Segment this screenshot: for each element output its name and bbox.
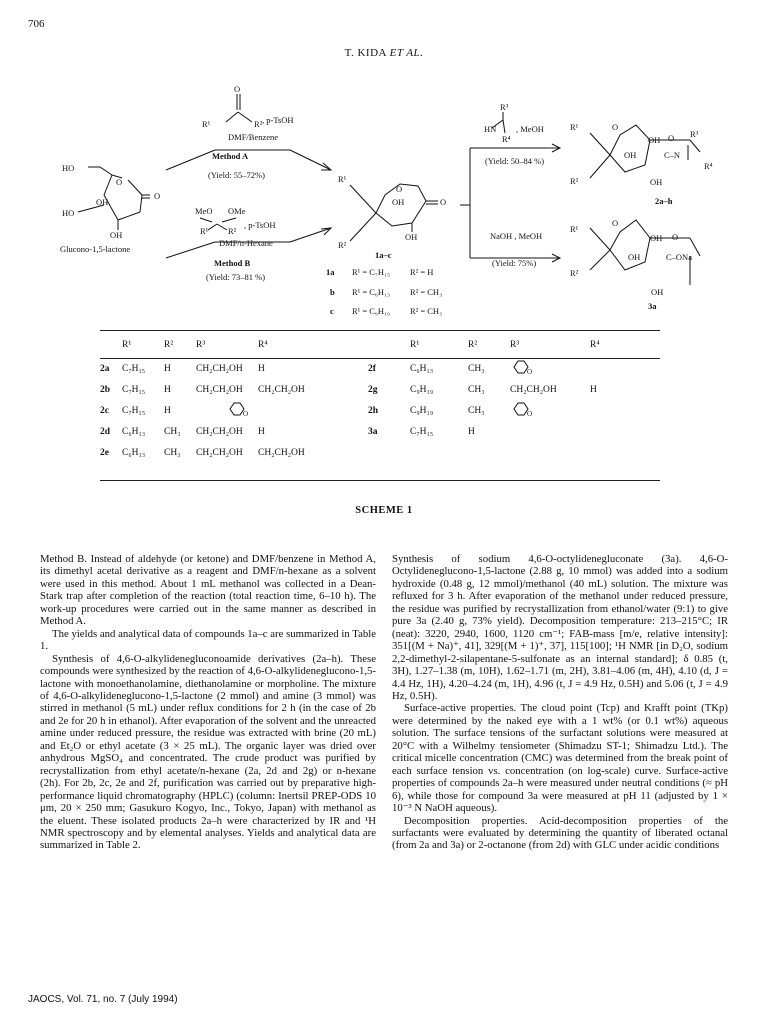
scheme-yield-a: (Yield: 55–72%) <box>208 170 265 180</box>
paragraph: Method B. Instead of aldehyde (or ketone) and DMF/benzene in Method A, its dimethyl acetal derivative as a reagent and DMF/n-hexane as a solvent were used in this method. About 1 mL methanol was collected in a Dean-Stark trap after completion of the reaction (total reaction time, 6–10 h). The work-up procedures were carried out in the same manner as described in Method A. <box>40 553 376 628</box>
svg-text:, MeOH: , MeOH <box>516 124 544 134</box>
svg-text:R¹: R¹ <box>570 224 579 234</box>
svg-text:MeO: MeO <box>195 206 213 216</box>
table-cell: CH₂CH₂OH <box>258 447 305 458</box>
scheme-yield-b: (Yield: 73–81 %) <box>206 272 266 282</box>
scheme-mid-label: 1a–c <box>375 250 392 260</box>
scheme-row-r1: R¹ = C₇H₁₅ <box>352 267 390 277</box>
table-row <box>100 442 660 463</box>
svg-text:O: O <box>612 218 619 228</box>
svg-text:R³: R³ <box>500 102 509 112</box>
table-cell: CH₂CH₂OH <box>196 384 243 395</box>
table-cell: CH₂CH₂OH <box>258 384 305 395</box>
table-cell: CH₂CH₂OH <box>196 363 243 374</box>
scheme-start-label: Glucono-1,5-lactone <box>60 244 131 254</box>
svg-text:OH: OH <box>624 150 637 160</box>
table-header: R³ <box>510 340 520 350</box>
svg-text:OH: OH <box>110 230 123 240</box>
table-cell: CH₃ <box>468 384 485 395</box>
scheme-solvent-bottom: DMF/n-Hexane <box>219 238 273 248</box>
scheme-row-id: c <box>330 306 334 316</box>
svg-text:OH: OH <box>405 232 418 242</box>
svg-text:OH: OH <box>648 135 661 145</box>
scheme-product-salt-label: 3a <box>648 301 657 311</box>
table-cell: H <box>164 405 171 416</box>
scheme-row-r1: R¹ = C₉H₁₉ <box>352 306 390 316</box>
table-cell: 2c <box>100 405 109 416</box>
table-cell: 2a <box>100 363 110 374</box>
table-cell: H <box>164 384 171 395</box>
table-header: R¹ <box>410 340 420 350</box>
table-cell: C₆H₁₃ <box>410 363 434 374</box>
table-header: R² <box>468 340 478 350</box>
table-cell: C₇H₁₅ <box>122 363 146 374</box>
table-cell: CH₃ <box>468 405 485 416</box>
table-row <box>100 358 660 379</box>
svg-text:O: O <box>154 191 161 201</box>
table-bottom-rule <box>100 480 660 481</box>
svg-text:R¹: R¹ <box>570 122 579 132</box>
scheme-method-a: Method A <box>212 151 249 161</box>
table-cell: CH₃ <box>164 426 181 437</box>
svg-text:O: O <box>234 84 241 94</box>
table-top-rule <box>100 330 660 331</box>
svg-text:OMe: OMe <box>228 206 246 216</box>
page-number: 706 <box>28 18 45 30</box>
svg-text:R²: R² <box>570 176 579 186</box>
svg-text:OH: OH <box>96 197 109 207</box>
svg-text:R²: R² <box>570 268 579 278</box>
scheme-amine-yield: (Yield: 50–84 %) <box>485 156 545 166</box>
svg-text:O: O <box>440 197 447 207</box>
svg-text:R⁴: R⁴ <box>502 134 511 144</box>
table-cell: 2g <box>368 384 378 395</box>
table-row <box>100 379 660 400</box>
scheme-product-amide-label: 2a–h <box>655 196 673 206</box>
table-cell: C₇H₁₅ <box>122 405 146 416</box>
svg-text:OH: OH <box>392 197 405 207</box>
svg-text:O: O <box>668 133 675 143</box>
table-cell: 2e <box>100 447 109 458</box>
svg-text:R²: R² <box>228 226 237 236</box>
table-cell: C₇H₁₅ <box>410 426 434 437</box>
table-cell: CH₃ <box>164 447 181 458</box>
svg-text:OH: OH <box>650 233 663 243</box>
table-cell: 2d <box>100 426 111 437</box>
svg-text:R²: R² <box>254 119 263 129</box>
svg-text:R²: R² <box>338 240 347 250</box>
scheme-row-r1: R¹ = C₆H₁₃ <box>352 287 390 297</box>
scheme-naoh-yield: (Yield: 75%) <box>492 258 537 268</box>
svg-text:O: O <box>672 232 679 242</box>
morpholine-icon <box>510 400 590 421</box>
table-cell: CH₃ <box>468 363 485 374</box>
table-cell <box>590 421 660 442</box>
substituent-table <box>100 332 660 463</box>
scheme-row-r2: R² = H <box>410 267 434 277</box>
scheme-row-id: 1a <box>326 267 335 277</box>
svg-text:OH: OH <box>628 252 641 262</box>
svg-text:O: O <box>116 177 123 187</box>
paragraph: The yields and analytical data of compounds 1a–c are summarized in Table 1. <box>40 627 376 653</box>
table-cell: H <box>468 426 475 437</box>
scheme-title: SCHEME 1 <box>355 505 413 516</box>
table-cell: C₆H₁₃ <box>122 447 146 458</box>
svg-text:O: O <box>396 184 403 194</box>
table-header: R⁴ <box>258 340 268 350</box>
svg-text:O: O <box>527 410 532 417</box>
running-head-etal: ET AL. <box>389 47 424 59</box>
table-cell <box>510 421 590 442</box>
scheme-row-id: b <box>330 287 335 297</box>
scheme-method-b: Method B <box>214 258 251 268</box>
table-header: R⁴ <box>590 340 600 350</box>
table-cell: H <box>164 363 171 374</box>
table-row <box>100 421 660 442</box>
table-cell: 2h <box>368 405 379 416</box>
scheme-row-r2: R² = CH₃ <box>410 306 443 316</box>
table-cell: 2f <box>368 363 376 374</box>
svg-text:R¹: R¹ <box>200 226 209 236</box>
table-cell: 3a <box>368 426 378 437</box>
scheme-row-r2: R² = CH₃ <box>410 287 443 297</box>
table-cell: C₆H₁₃ <box>122 426 146 437</box>
svg-text:R⁴: R⁴ <box>704 161 713 171</box>
table-cell: H <box>590 384 597 395</box>
svg-text:HO: HO <box>62 208 75 218</box>
svg-text:, p-TsOH: , p-TsOH <box>244 220 276 230</box>
table-header: R² <box>164 340 174 350</box>
svg-text:O: O <box>243 410 248 417</box>
svg-text:OH: OH <box>650 177 663 187</box>
svg-text:OH: OH <box>651 287 664 297</box>
running-head-authors: T. KIDA <box>344 47 387 59</box>
svg-text:HO: HO <box>62 163 75 173</box>
journal-footer: JAOCS, Vol. 71, no. 7 (July 1994) <box>28 994 178 1005</box>
morpholine-icon <box>510 358 590 379</box>
table-cell <box>590 358 660 379</box>
table-cell: CH₂CH₂OH <box>510 384 557 395</box>
table-cell: CH₂CH₂OH <box>196 426 243 437</box>
svg-text:HN: HN <box>484 124 497 134</box>
svg-text:, p-TsOH: , p-TsOH <box>262 115 294 125</box>
reaction-scheme <box>0 0 768 330</box>
table-cell: C₉H₁₉ <box>410 405 434 416</box>
table-cell: C₇H₁₅ <box>122 384 146 395</box>
table-row <box>100 400 660 421</box>
table-cell: 2b <box>100 384 111 395</box>
svg-text:R¹: R¹ <box>338 174 347 184</box>
svg-text:C–ONa: C–ONa <box>666 252 692 262</box>
svg-text:R³: R³ <box>690 129 699 139</box>
table-header: R¹ <box>122 340 132 350</box>
table-cell: C₉H₁₉ <box>410 384 434 395</box>
paragraph: Surface-active properties. The cloud point (Tcp) and Krafft point (TKp) were determined by the naked eye with a 1 wt% (or 0.1 wt%) aqueous solution. The surface tensions of the surfactant solutions were measured at 20°C with a Wilhelmy tensiometer (Shimadzu ST-1; Shimadzu Ltd.). The critical micelle concentration (CMC) was determined from the break point of each surface tension vs. concentration (on log-scale) curve. Surface-active properties of compounds 2a–h were measured under neutral conditions (≈ pH 6), while those for compound 3a were measured at pH 11 (adjusted by 1 × 10⁻³ N NaOH aqueous). <box>392 702 728 815</box>
table-header: R³ <box>196 340 206 350</box>
morpholine-icon <box>196 400 368 421</box>
table-cell: CH₂CH₂OH <box>196 447 243 458</box>
svg-text:R¹: R¹ <box>202 119 211 129</box>
svg-text:O: O <box>527 368 532 375</box>
scheme-solvent-top: DMF/Benzene <box>228 132 279 142</box>
left-column <box>40 553 376 852</box>
table-cell <box>590 400 660 421</box>
svg-text:O: O <box>612 122 619 132</box>
table-header-row <box>100 332 660 358</box>
table-cell: H <box>258 426 265 437</box>
svg-text:C–N: C–N <box>664 150 681 160</box>
paragraph: Synthesis of sodium 4,6-O-octylidenegluconate (3a). 4,6-O-Octylideneglucono-1,5-lactone (2.88 g, 10 mmol) was added into a sodium hydroxide (0.48 g, 12 mmol)/methanol (40 mL) solution. The mixture was refluxed for 3 h. After evaporation of the methanol under reduced pressure, the residue was purified by recrystallization from ethanol/water (9:1) to give pure 3a (2.40 g, 73% yield). Decomposition temperature: 213–215°C; IR (neat): 3220, 2940, 1600, 1120 cm⁻¹; FAB-mass [m/e, relative intensity]: 351[(M + Na)⁺, 41], 329[(M + 1)⁺, 37], 115[100]; ¹H NMR [in D₂O, sodium 2,2-dimethyl-2-silapentane-5-sulfonate as an internal standard]; δ 0.85 (t, 3H), 1.27–1.38 (m, 10H), 1.62–1.71 (m, 2H), 3.81–4.06 (m, 4H), 4.10 (d, J = 4.4 Hz, 1H), 4.20–4.24 (m, 1H), 4.96 (t, J = 4.9 Hz, 0.5H) and 5.06 (t, J = 4.9 Hz, 0.5H). <box>392 553 728 702</box>
table-cell: H <box>258 363 265 374</box>
scheme-naoh-reagent: NaOH , MeOH <box>490 231 543 241</box>
paragraph: Decomposition properties. Acid-decomposition properties of the surfactants were evaluated by determining the quantity of liberated octanal (from 2a and 3a) or 2-octanone (from 2d) with GLC under acidic conditions <box>392 814 728 852</box>
right-column <box>392 553 728 852</box>
paragraph: Synthesis of 4,6-O-alkylidenegluconoamide derivatives (2a–h). These compounds were synthesized by the reaction of 4,6-O-alkylideneglucono-1,5-lactone with monoethanolamine, diethanolamine or morpholine. The mixture of 4,6-O-alkylideneglucono-1,5-lactone (2 mmol) and amine (3 mmol) was stirred in methanol (5 mL) under reflux conditions for 2 h (in the case of 2b and 2e for 20 h in ethanol). After evaporation of the solvent and the unreacted amine under reduced pressure, the residue was extracted with brine (20 mL) and Et₂O or ethyl acetate (3 × 25 mL). The organic layer was dried over anhydrous MgSO₄ and concentrated. The crude product was purified by recrystallization from ethyl acetate/n-hexane (2a, 2d and 2g) or n-hexane (2h). For 2b, 2c, 2e and 2f, purification was carried out by preparative high-performance liquid chromatography (HPLC) (column: Inertsil PREP-ODS 10 μm, 20 × 250 mm; Gasukuro Kogyo, Inc., Tokyo, Japan) with methanol as the eluent. These isolated products 2a–h were characterized by IR and ¹H NMR spectroscopy and by elemental analyses. Yields and analytical data are summarized in Table 2. <box>40 652 376 852</box>
